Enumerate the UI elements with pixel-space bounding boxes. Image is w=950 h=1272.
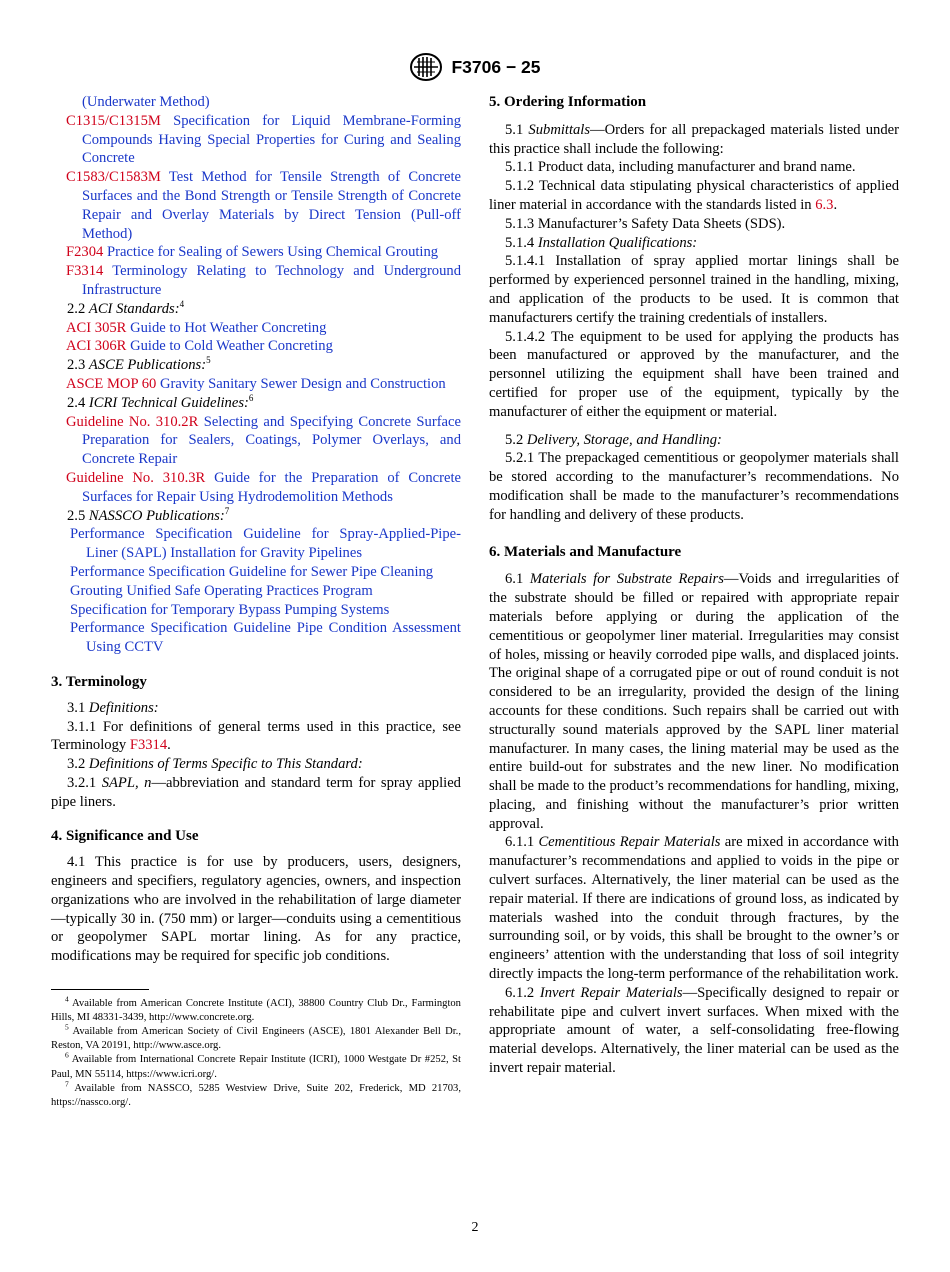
section-number: 2.4 <box>67 394 86 411</box>
section-heading: 4. Significance and Use <box>51 828 199 845</box>
subsection <box>51 699 461 718</box>
section-number: 6.1.1 <box>505 834 535 851</box>
reference-designation[interactable]: ASCE MOP 60 <box>66 375 157 392</box>
reference-designation[interactable]: C1583/C1583M <box>66 169 161 186</box>
paragraph <box>489 570 899 833</box>
reference-entry <box>51 619 461 657</box>
icri-heading <box>51 394 461 413</box>
footnote <box>51 1022 461 1053</box>
page-header <box>0 52 950 82</box>
aci-heading <box>51 300 461 319</box>
paragraph <box>489 984 899 1078</box>
footnote-ref[interactable]: 4 <box>179 298 185 309</box>
paragraph-text: are mixed in accordance with manufacturer’s recommendations and applied to voids in the pipe or culvert surfaces. Alternatively, the liner material can be used as the repair material. If there are indications of ground loss, as indicated by materials washed into the conduit through fractures, by the surrounding soil, or by voids, this shall be brought to the owner’s or engineers’ attention with the understanding that loss of soil integrity directly impacts the long-term performance of the rehabilitation work. <box>489 834 899 983</box>
section-title: Submittals <box>528 121 591 138</box>
reference-entry <box>51 601 461 620</box>
footnote-number: 6 <box>65 1050 69 1060</box>
footnote-number: 4 <box>65 994 69 1004</box>
page-number: 2 <box>471 1220 479 1235</box>
footnote-ref[interactable]: 7 <box>224 505 230 516</box>
paragraph-text: —Voids and irregularities of the substrate should be filled or repaired with appropriate repair materials before applying or during the application of the cementitious or geopolymer liner material. Irregularities may consist of holes, missing or heavily corroded pipe walls, and displaced joints. The original shape of a corrugated pipe or out of round conduit is not considered to be an irregularity, provided the design of the lining accounts for these conditions. Such repairs shall be carried out with structurally sound materials approved by the SAPL liner material manufacturer. In many cases, the lining material may be used as the entire build-out for substrates and the new liner. No modification shall be made to the product’s recommendations for handling, mixing, placing, and finishing without the manufacturer’s prior written approval. <box>489 571 900 832</box>
footnote-ref[interactable]: 6 <box>248 392 254 403</box>
subsection <box>489 234 899 253</box>
reference-entry <box>51 525 461 563</box>
reference-title[interactable]: Terminology Relating to Technology and Underground Infrastructure <box>82 263 461 298</box>
reference-title[interactable]: (Underwater Method) <box>82 94 210 110</box>
reference-designation[interactable]: ACI 306R <box>66 338 127 355</box>
section-heading: 3. Terminology <box>51 673 147 690</box>
reference-entry <box>51 563 461 582</box>
reference-title[interactable]: Guide for the Preparation of Concrete Surfaces for Repair Using Hydrodemolition Methods <box>82 469 461 505</box>
paragraph: 5.1.1 Product data, including manufacturer and brand name. <box>505 159 856 176</box>
section-number: 2.3 <box>67 357 86 374</box>
reference-title[interactable]: Specification for Liquid Membrane-Forming Compounds Having Special Properties for Curing and Sealing Concrete <box>82 112 461 167</box>
paragraph <box>489 121 899 159</box>
reference-designation[interactable]: Guideline No. 310.2R <box>66 413 199 430</box>
section-number: 3.2.1 <box>67 774 97 791</box>
cross-reference-link[interactable]: F3314 <box>129 737 168 754</box>
paragraph-text: 3.1.1 For definitions of general terms used in this practice, see Terminology <box>51 718 461 754</box>
section-title: Definitions of Terms Specific to This Standard: <box>88 756 363 773</box>
reference-entry <box>51 582 461 601</box>
footnote <box>51 1050 461 1081</box>
reference-designation[interactable]: F3314 <box>66 263 104 280</box>
reference-entry <box>51 469 461 507</box>
section-title: ICRI Technical Guidelines: <box>88 394 249 411</box>
paragraph <box>51 774 461 812</box>
section-title: Cementitious Repair Materials <box>538 834 721 851</box>
reference-entry <box>51 319 461 338</box>
reference-title[interactable]: Practice for Sealing of Sewers Using Chemical Grouting <box>106 244 439 261</box>
paragraph: 5.1.3 Manufacturer’s Safety Data Sheets (SDS). <box>505 215 786 232</box>
section-number: 5.1.4 <box>505 234 535 251</box>
reference-title[interactable]: Performance Specification Guideline for Sewer Pipe Cleaning <box>70 563 434 580</box>
reference-title[interactable]: Gravity Sanitary Sewer Design and Construction <box>159 375 446 392</box>
reference-title[interactable]: Performance Specification Guideline Pipe Condition Assessment Using CCTV <box>70 620 461 656</box>
footnote-number: 7 <box>65 1079 69 1089</box>
footnote <box>51 1079 461 1110</box>
footnote-text: Available from International Concrete Repair Institute (ICRI), 1000 Westgate Dr #252, St Paul, MN 55114, https://www.icri.org/. <box>51 1054 461 1080</box>
reference-title[interactable]: Guide to Cold Weather Concreting <box>130 338 333 355</box>
defined-term: SAPL, n <box>101 774 152 791</box>
paragraph: 5.1.4.1 Installation of spray applied mortar linings shall be performed by experienced personnel trained in the handling, mixing, and application of the products to be used. It is common that manufacturers certify the training credentials of installers. <box>489 253 899 326</box>
paragraph: 3.1.1 For definitions of general terms used in this practice, see Terminology F3314. <box>51 718 461 754</box>
paragraph: 5.2.1 The prepackaged cementitious or geopolymer materials shall be stored according to the manufacturer’s recommendations. No modification shall be made to the manufacturer’s recommendations for handling and delivery of these products. <box>489 450 899 523</box>
paragraph <box>489 833 899 983</box>
section-title: Definitions: <box>88 699 159 716</box>
reference-title[interactable]: Guide to Hot Weather Concreting <box>130 319 327 336</box>
paragraph: 4.1 This practice is for use by producers, users, designers, engineers and specifiers, regulatory agencies, owners, and inspection organizations who are involved in the rehabilitation of large diameter—typically 30 in. (750 mm) or larger—conduits using a cementitious or geopolymer SAPL mortar lining. As for any practice, modifications may be required for specific job conditions. <box>51 854 461 965</box>
paragraph-text: 5.1.2 Technical data stipulating physical characteristics of applied liner material in accordance with the standards listed in <box>489 178 899 213</box>
reference-title[interactable]: Test Method for Tensile Strength of Concrete Surfaces and the Bond Strength or Tensile Strength of Concrete Repair and Overlay Materials by Direct Tension (Pull-off Method) <box>82 169 461 242</box>
reference-designation[interactable]: ACI 305R <box>66 319 127 336</box>
reference-entry <box>51 168 461 243</box>
section-number: 5.2 <box>505 431 524 448</box>
section-number: 6.1.2 <box>505 984 535 1001</box>
footnote-text: Available from American Society of Civil Engineers (ASCE), 1801 Alexander Bell Dr., Reston, VA 20191, http://www.asce.org. <box>51 1026 461 1052</box>
section-title: ASCE Publications: <box>88 357 207 374</box>
section-number: 3.2 <box>67 756 86 773</box>
subsection <box>51 755 461 774</box>
paragraph: 5.1.2 Technical data stipulating physical characteristics of applied liner material in accordance with the standards listed in 6.3. <box>489 178 899 213</box>
reference-designation[interactable]: C1315/C1315M <box>66 112 161 129</box>
section-heading: 5. Ordering Information <box>489 94 647 110</box>
nassco-heading <box>51 507 461 526</box>
section-number: 2.5 <box>67 507 86 524</box>
footnote <box>51 994 461 1025</box>
paragraph-text: —abbreviation and standard term for spray applied pipe liners. <box>51 774 461 810</box>
section-title: Delivery, Storage, and Handling: <box>526 431 722 448</box>
reference-designation[interactable]: Guideline No. 310.3R <box>66 469 206 486</box>
reference-title[interactable]: Performance Specification Guideline for Spray-Applied-Pipe-Liner (SAPL) Installation for Gravity Pipelines <box>70 526 461 562</box>
reference-entry <box>51 93 461 112</box>
section-heading: 6. Materials and Manufacture <box>489 543 682 560</box>
paragraph-text: —Specifically designed to repair or rehabilitate pipe and culvert invert surfaces. When mixed with the appropriate amount of water, a self-consolidating free-flowing material develops. Alternatively, the liner material can be used as the invert repair material. <box>489 984 899 1077</box>
reference-entry <box>51 337 461 356</box>
section-title: Invert Repair Materials <box>539 984 683 1001</box>
paragraph: 5.1.4.2 The equipment to be used for applying the products has been manufactured or approved by the manufacturer, and the personnel utilizing the equipment shall have been trained and certified for proper use of the equipment, typically by the manufacturer of either the equipment or material. <box>489 328 899 420</box>
footnote-number: 5 <box>65 1022 69 1032</box>
footnote-text: Available from American Concrete Institute (ACI), 38800 Country Club Dr., Farmington Hills, MI 48331-3439, http://www.concrete.org. <box>51 998 461 1024</box>
subsection <box>489 431 899 450</box>
asce-heading <box>51 356 461 375</box>
reference-title[interactable]: Grouting Unified Safe Operating Practices Program <box>70 582 373 599</box>
document-designation: F3706 − 25 <box>451 56 541 77</box>
section-title: ACI Standards: <box>88 300 180 317</box>
paragraph-text: —Orders for all prepackaged materials listed under this practice shall include the following: <box>489 121 899 157</box>
footnote-ref[interactable]: 5 <box>206 355 211 366</box>
left-column <box>51 93 461 1110</box>
section-title: NASSCO Publications: <box>88 507 225 524</box>
reference-designation[interactable]: F2304 <box>66 244 104 261</box>
reference-entry <box>51 262 461 300</box>
astm-logo-icon <box>409 52 443 82</box>
reference-entry <box>51 375 461 394</box>
footnote-text: Available from NASSCO, 5285 Westview Drive, Suite 202, Frederick, MD 21703, https://nassco.org/. <box>51 1082 461 1108</box>
section-title: Installation Qualifications: <box>537 234 698 251</box>
section-number: 5.1 <box>505 121 524 138</box>
reference-entry <box>51 243 461 262</box>
reference-entry <box>51 112 461 168</box>
reference-entry <box>51 413 461 469</box>
cross-reference-link[interactable]: 6.3 <box>815 196 834 213</box>
section-number: 3.1 <box>67 699 86 716</box>
reference-title[interactable]: Selecting and Specifying Concrete Surface Preparation for Sealers, Coatings, Polymer Overlays, and Concrete Repair <box>82 413 461 468</box>
section-title: Materials for Substrate Repairs <box>529 571 724 588</box>
reference-title[interactable]: Specification for Temporary Bypass Pumping Systems <box>70 601 390 618</box>
section-number: 2.2 <box>67 300 86 317</box>
section-number: 6.1 <box>505 571 524 588</box>
right-column <box>489 93 899 1078</box>
